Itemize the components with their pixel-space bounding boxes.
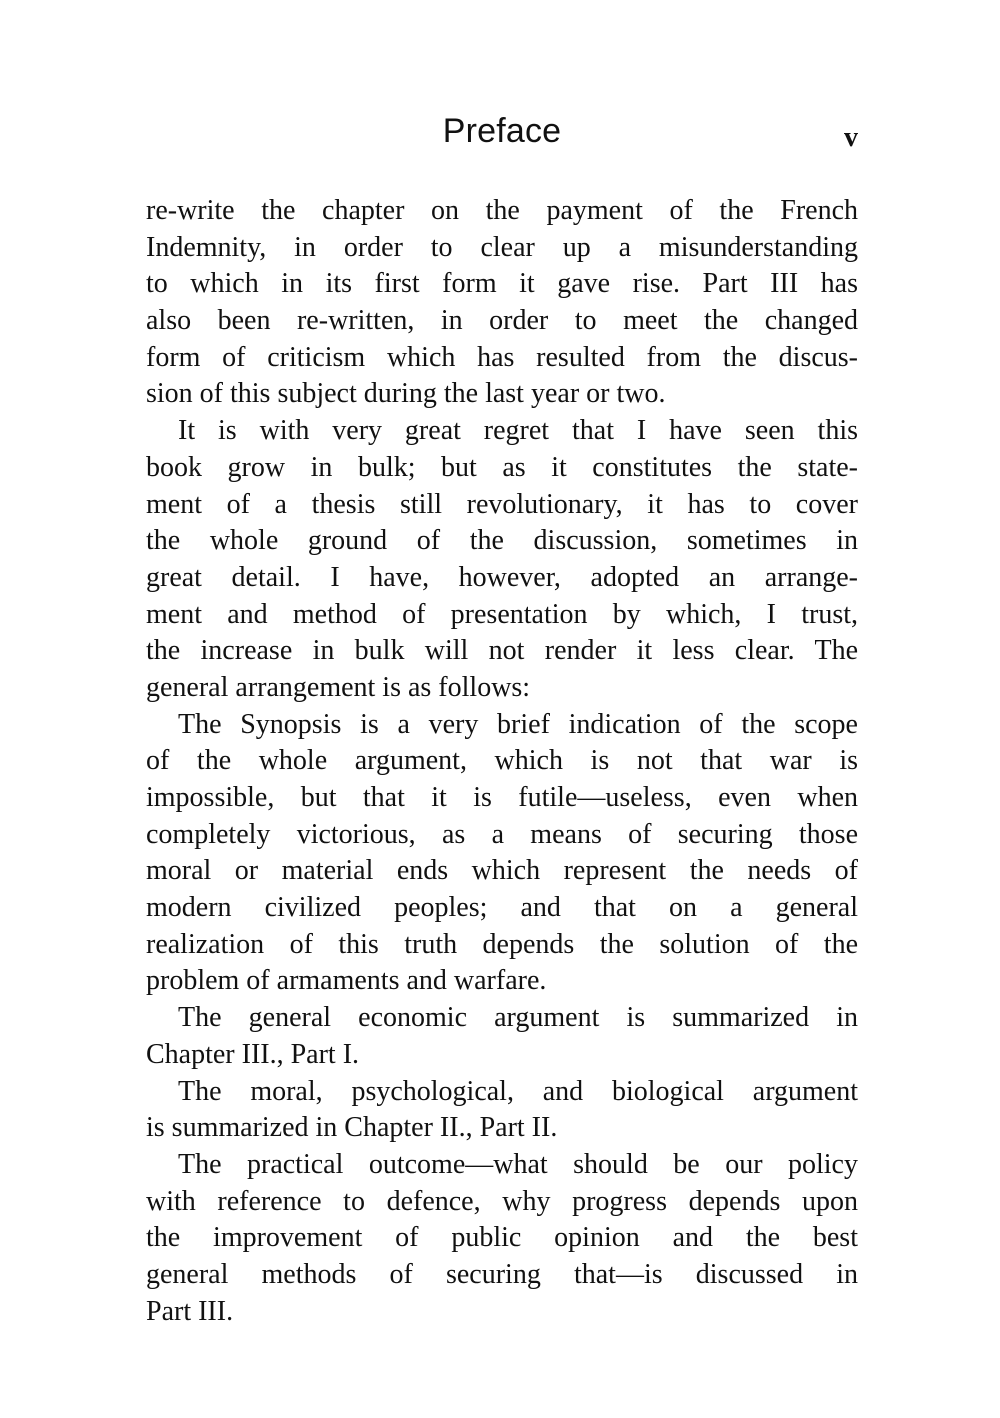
- text-line: The Synopsis is a very brief indication of the scope: [178, 708, 858, 740]
- text-line: The moral, psychological, and biological argument: [178, 1075, 858, 1107]
- text-line: the whole ground of the discussion, sometimes in: [146, 525, 858, 557]
- text-line: to which in its first form it gave rise. Part III has: [146, 268, 858, 300]
- text-line: also been re-written, in order to meet the changed: [146, 305, 858, 337]
- page-title: Preface: [442, 112, 562, 150]
- text-line: general methods of securing that—is discussed in: [146, 1258, 858, 1290]
- text-line: The general economic argument is summarized in: [178, 1002, 858, 1034]
- body-text: [146, 193, 858, 1330]
- text-line: moral or material ends which represent the needs of: [146, 855, 858, 887]
- text-line: Indemnity, in order to clear up a misunderstanding: [146, 231, 858, 263]
- text-line: It is with very great regret that I have seen this: [178, 415, 858, 447]
- text-line: ment and method of presentation by which, I trust,: [146, 598, 858, 630]
- text-line: completely victorious, as a means of securing those: [146, 818, 858, 850]
- text-line: sion of this subject during the last year or two.: [146, 378, 666, 410]
- text-line: problem of armaments and warfare.: [146, 965, 547, 997]
- text-line: Part III.: [146, 1295, 234, 1327]
- text-line: realization of this truth depends the solution of the: [146, 928, 858, 960]
- text-line: form of criticism which has resulted from the discus-: [146, 341, 858, 373]
- page-number: v: [844, 122, 858, 153]
- text-line: the increase in bulk will not render it less clear. The: [146, 635, 858, 667]
- text-line: the improvement of public opinion and the best: [146, 1222, 858, 1254]
- text-line: Chapter III., Part I.: [146, 1038, 360, 1070]
- text-line: great detail. I have, however, adopted an arrange-: [146, 561, 858, 593]
- text-line: impossible, but that it is futile—useless, even when: [146, 782, 858, 813]
- running-head: [146, 108, 858, 158]
- text-line: The practical outcome—what should be our policy: [178, 1148, 858, 1180]
- text-line: is summarized in Chapter II., Part II.: [146, 1112, 558, 1144]
- text-line: re-write the chapter on the payment of the French: [146, 195, 858, 226]
- text-line: general arrangement is as follows:: [146, 671, 531, 703]
- text-line: ment of a thesis still revolutionary, it has to cover: [146, 488, 858, 520]
- text-line: book grow in bulk; but as it constitutes the state-: [146, 451, 858, 483]
- text-line: of the whole argument, which is not that war is: [146, 745, 858, 777]
- text-line: modern civilized peoples; and that on a general: [146, 892, 858, 924]
- text-line: with reference to defence, why progress depends upon: [146, 1185, 858, 1217]
